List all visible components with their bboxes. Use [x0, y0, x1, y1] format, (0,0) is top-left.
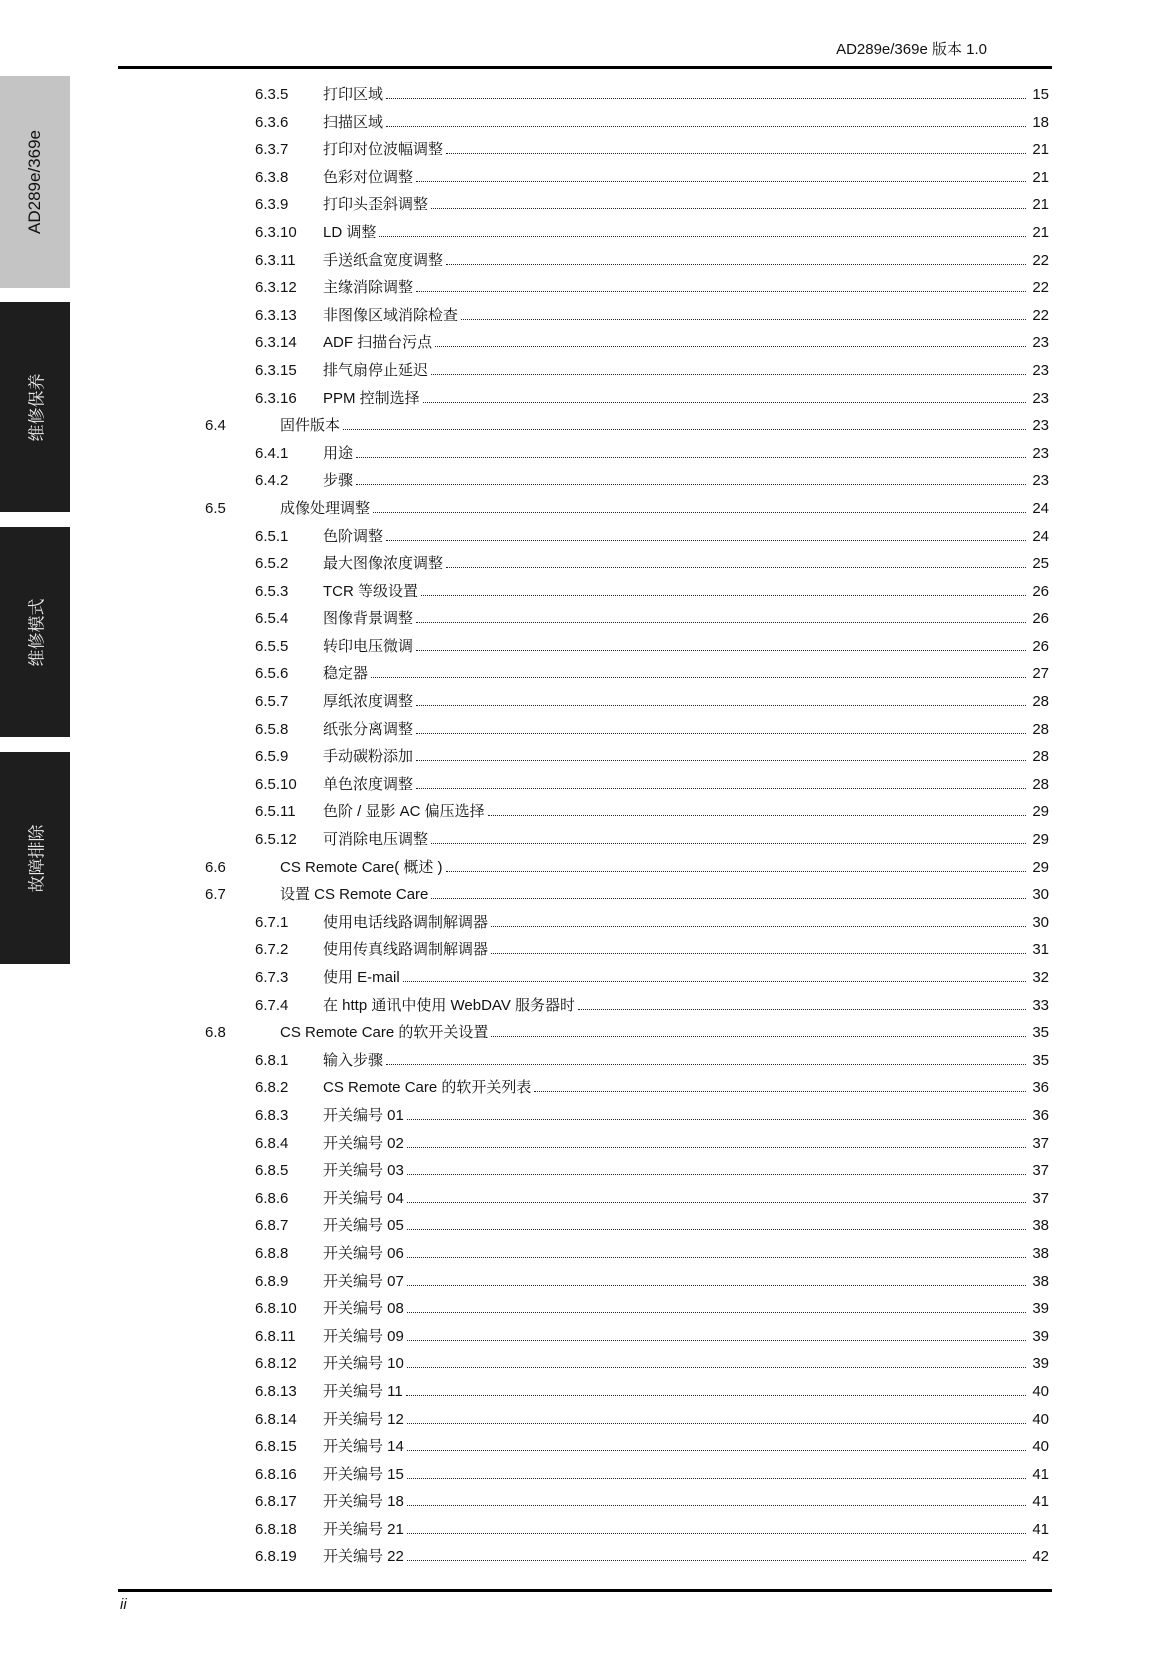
toc-entry-title: 图像背景调整 — [323, 610, 414, 628]
toc-entry-page: 23 — [1032, 417, 1049, 435]
toc-entry-title: 纸张分离调整 — [323, 720, 414, 738]
toc-entry-number: 6.3.7 — [255, 141, 289, 159]
toc-entry-page: 28 — [1032, 693, 1049, 711]
side-tab-service-mode[interactable] — [0, 527, 70, 737]
toc-entry-page: 30 — [1032, 886, 1049, 904]
toc-entry-number: 6.8.8 — [255, 1244, 289, 1262]
toc-entry[interactable] — [205, 688, 1049, 716]
toc-entry[interactable] — [205, 633, 1049, 661]
toc-dot-leader — [386, 98, 1026, 99]
footer-rule — [118, 1589, 1052, 1592]
toc-entry-number: 6.3.5 — [255, 86, 289, 103]
toc-entry-title: 打印头歪斜调整 — [323, 196, 429, 214]
toc-entry-number: 6.8.5 — [255, 1162, 289, 1180]
toc-entry-page: 29 — [1032, 858, 1049, 876]
toc-entry-number: 6.7.2 — [255, 941, 289, 959]
toc-dot-leader — [488, 815, 1026, 816]
toc-entry-page: 26 — [1032, 582, 1049, 600]
toc-entry-title: 转印电压微调 — [323, 637, 414, 655]
toc-dot-leader — [407, 1285, 1026, 1286]
toc-entry-title: ADF 扫描台污点 — [323, 334, 433, 352]
toc-entry-page: 36 — [1032, 1106, 1049, 1124]
toc-entry-page: 22 — [1032, 306, 1049, 324]
toc-entry-page: 23 — [1032, 361, 1049, 379]
toc-entry[interactable] — [205, 1074, 1049, 1102]
toc-dot-leader — [578, 1009, 1026, 1010]
toc-entry[interactable] — [205, 302, 1049, 330]
toc-entry[interactable] — [205, 1433, 1049, 1461]
toc-dot-leader — [431, 898, 1026, 899]
toc-entry-number: 6.5 — [205, 499, 226, 517]
toc-entry-title: CS Remote Care( 概述 ) — [280, 858, 443, 876]
toc-entry-title: 开关编号 01 — [323, 1106, 404, 1124]
toc-entry-title: 最大图像浓度调整 — [323, 555, 444, 573]
toc-entry-number: 6.8.7 — [255, 1217, 289, 1235]
toc-entry-page: 31 — [1032, 941, 1049, 959]
toc-entry-page: 23 — [1032, 389, 1049, 407]
toc-entry-title: TCR 等级设置 — [323, 582, 418, 600]
side-tab-model[interactable] — [0, 76, 70, 288]
toc-dot-leader — [407, 1340, 1026, 1341]
toc-entry-title: CS Remote Care 的软开关列表 — [323, 1079, 532, 1097]
toc-entry-title: 打印对位波幅调整 — [323, 141, 444, 159]
toc-entry-page: 32 — [1032, 969, 1049, 986]
toc-entry-title: 开关编号 04 — [323, 1189, 404, 1207]
toc-dot-leader — [371, 677, 1026, 678]
toc-entry-title: 使用电话线路调制解调器 — [323, 913, 489, 931]
toc-entry[interactable] — [205, 1240, 1049, 1268]
toc-entry-page: 35 — [1032, 1024, 1049, 1042]
toc-entry-title: 手动碳粉添加 — [323, 748, 414, 766]
toc-entry-number: 6.8.6 — [255, 1189, 289, 1207]
header-title: AD289e/369e 版本 1.0 — [836, 41, 987, 58]
toc-entry-page: 29 — [1032, 803, 1049, 821]
toc-entry-number: 6.4 — [205, 417, 226, 435]
toc-entry-number: 6.3.14 — [255, 334, 297, 352]
toc-entry-page: 35 — [1032, 1051, 1049, 1069]
toc-dot-leader — [435, 346, 1026, 347]
toc-dot-leader — [461, 319, 1026, 320]
toc-entry-number: 6.8 — [205, 1024, 226, 1042]
toc-entry-number: 6.5.6 — [255, 665, 289, 683]
toc-dot-leader — [403, 981, 1026, 982]
toc-entry-title: 开关编号 03 — [323, 1162, 404, 1180]
toc-entry[interactable] — [205, 1295, 1049, 1323]
toc-entry-title: 成像处理调整 — [280, 499, 371, 517]
toc-entry-title: 稳定器 — [323, 665, 369, 683]
toc-entry-number: 6.8.17 — [255, 1493, 297, 1511]
toc-entry-page: 39 — [1032, 1300, 1049, 1318]
toc-entry[interactable] — [205, 881, 1049, 909]
toc-entry[interactable] — [205, 909, 1049, 937]
toc-entry[interactable] — [205, 81, 1049, 109]
toc-entry[interactable] — [205, 219, 1049, 247]
toc-dot-leader — [379, 236, 1026, 237]
toc-entry-page: 38 — [1032, 1244, 1049, 1262]
toc-entry[interactable] — [205, 716, 1049, 744]
toc-entry-page: 21 — [1032, 196, 1049, 214]
toc-entry[interactable] — [205, 1185, 1049, 1213]
toc-entry[interactable] — [205, 936, 1049, 964]
toc-entry-number: 6.5.10 — [255, 775, 297, 793]
toc-entry-number: 6.5.3 — [255, 582, 289, 600]
toc-entry-number: 6.3.10 — [255, 223, 297, 241]
toc-entry[interactable] — [205, 550, 1049, 578]
toc-entry[interactable] — [205, 164, 1049, 192]
toc-entry[interactable] — [205, 1130, 1049, 1158]
toc-entry-page: 15 — [1032, 86, 1049, 103]
toc-entry-number: 6.3.11 — [255, 251, 296, 269]
toc-entry-page: 22 — [1032, 251, 1049, 269]
toc-dot-leader — [423, 402, 1026, 403]
toc-dot-leader — [407, 1450, 1026, 1451]
toc-entry-page: 24 — [1032, 499, 1049, 517]
toc-entry-title: 固件版本 — [280, 417, 341, 435]
toc-dot-leader — [446, 264, 1026, 265]
toc-dot-leader — [416, 760, 1026, 761]
toc-entry-page: 29 — [1032, 831, 1049, 849]
toc-entry-number: 6.8.10 — [255, 1300, 297, 1318]
toc-entry-number: 6.8.4 — [255, 1134, 289, 1152]
toc-entry-number: 6.8.11 — [255, 1327, 296, 1345]
toc-entry-page: 33 — [1032, 996, 1049, 1014]
toc-entry-title: 打印区域 — [323, 86, 384, 103]
toc-entry-page: 26 — [1032, 610, 1049, 628]
toc-entry-page: 21 — [1032, 168, 1049, 186]
toc-entry-title: 开关编号 18 — [323, 1493, 404, 1511]
toc-entry[interactable] — [205, 523, 1049, 551]
toc-dot-leader — [407, 1147, 1026, 1148]
toc-dot-leader — [407, 1119, 1026, 1120]
toc-dot-leader — [416, 291, 1026, 292]
toc-entry-title: 开关编号 07 — [323, 1272, 404, 1290]
toc-entry-title: 步骤 — [323, 472, 354, 490]
toc-dot-leader — [446, 153, 1026, 154]
toc-entry-number: 6.7 — [205, 886, 226, 904]
toc-entry-title: 开关编号 11 — [323, 1382, 403, 1400]
toc-dot-leader — [407, 1202, 1026, 1203]
toc-entry-number: 6.3.12 — [255, 279, 297, 297]
toc-entry-number: 6.8.9 — [255, 1272, 289, 1290]
toc-entry[interactable] — [205, 247, 1049, 275]
toc-entry-title: 开关编号 12 — [323, 1410, 404, 1428]
toc-entry-number: 6.8.13 — [255, 1382, 297, 1400]
toc-entry-number: 6.5.2 — [255, 555, 289, 573]
toc-entry-number: 6.8.3 — [255, 1106, 289, 1124]
toc-dot-leader — [407, 1505, 1026, 1506]
toc-entry-number: 6.3.8 — [255, 168, 289, 186]
toc-dot-leader — [416, 650, 1026, 651]
toc-entry[interactable] — [205, 1102, 1049, 1130]
toc-entry-page: 25 — [1032, 555, 1049, 573]
toc-entry[interactable] — [205, 1350, 1049, 1378]
toc-entry-number: 6.8.19 — [255, 1548, 297, 1566]
toc-entry-number: 6.7.3 — [255, 969, 289, 986]
toc-entry-page: 21 — [1032, 141, 1049, 159]
toc-entry-number: 6.3.9 — [255, 196, 289, 214]
toc-dot-leader — [446, 567, 1026, 568]
toc-dot-leader — [407, 1533, 1026, 1534]
toc-entry-title: 扫描区域 — [323, 113, 384, 131]
toc-entry-page: 23 — [1032, 472, 1049, 490]
toc-entry-page: 27 — [1032, 665, 1049, 683]
side-tab-troubleshooting-label: 故障排除 — [27, 824, 47, 892]
toc-entry-page: 39 — [1032, 1355, 1049, 1373]
toc-entry-page: 22 — [1032, 279, 1049, 297]
toc-entry-title: 开关编号 22 — [323, 1548, 404, 1566]
toc-entry-title: 开关编号 06 — [323, 1244, 404, 1262]
toc-dot-leader — [416, 622, 1026, 623]
side-tab-troubleshooting[interactable] — [0, 752, 70, 964]
toc-entry[interactable] — [205, 1488, 1049, 1516]
toc-entry-title: CS Remote Care 的软开关设置 — [280, 1024, 489, 1042]
toc-entry[interactable] — [205, 1378, 1049, 1406]
toc-entry[interactable] — [205, 578, 1049, 606]
toc-entry-title: 开关编号 15 — [323, 1465, 404, 1483]
toc-entry[interactable] — [205, 660, 1049, 688]
side-tab-service-mode-label: 维修模式 — [27, 598, 47, 666]
toc-dot-leader — [407, 1423, 1026, 1424]
toc-entry-title: 色彩对位调整 — [323, 168, 414, 186]
toc-entry-title: 输入步骤 — [323, 1051, 384, 1069]
toc-entry-title: 开关编号 21 — [323, 1520, 404, 1538]
toc-dot-leader — [407, 1229, 1026, 1230]
toc-entry[interactable] — [205, 1323, 1049, 1351]
toc-entry[interactable] — [205, 1461, 1049, 1489]
toc-entry-number: 6.8.2 — [255, 1079, 289, 1097]
toc-entry-number: 6.5.5 — [255, 637, 289, 655]
toc-dot-leader — [356, 457, 1026, 458]
toc-entry-title: 设置 CS Remote Care — [280, 886, 429, 904]
toc-entry-page: 28 — [1032, 748, 1049, 766]
toc-entry-number: 6.5.9 — [255, 748, 289, 766]
toc-dot-leader — [416, 788, 1026, 789]
toc-entry[interactable] — [205, 136, 1049, 164]
toc-entry-number: 6.8.15 — [255, 1438, 297, 1456]
toc-entry[interactable] — [205, 385, 1049, 413]
toc-entry[interactable] — [205, 440, 1049, 468]
toc-entry-title: 使用传真线路调制解调器 — [323, 941, 489, 959]
side-tab-maintenance[interactable] — [0, 302, 70, 512]
toc-entry-title: 色阶 / 显影 AC 偏压选择 — [323, 803, 485, 821]
toc-dot-leader — [407, 1257, 1026, 1258]
toc-entry-page: 38 — [1032, 1272, 1049, 1290]
toc-entry-title: 可消除电压调整 — [323, 831, 429, 849]
toc-entry[interactable] — [205, 854, 1049, 882]
toc-entry-number: 6.8.16 — [255, 1465, 297, 1483]
toc-entry[interactable] — [205, 329, 1049, 357]
toc-entry-page: 41 — [1032, 1493, 1049, 1511]
page-number: ii — [120, 1596, 127, 1613]
toc-entry-page: 41 — [1032, 1465, 1049, 1483]
toc-entry-number: 6.8.18 — [255, 1520, 297, 1538]
toc-entry-number: 6.5.7 — [255, 693, 289, 711]
toc-entry-number: 6.7.4 — [255, 996, 289, 1014]
toc-entry-title: 开关编号 05 — [323, 1217, 404, 1235]
toc-entry-number: 6.3.6 — [255, 113, 289, 131]
toc-dot-leader — [534, 1091, 1026, 1092]
toc-entry-page: 39 — [1032, 1327, 1049, 1345]
toc-dot-leader — [373, 512, 1026, 513]
toc-dot-leader — [421, 595, 1026, 596]
toc-entry[interactable] — [205, 771, 1049, 799]
toc-entry-page: 30 — [1032, 913, 1049, 931]
toc-entry[interactable] — [205, 495, 1049, 523]
toc-dot-leader — [491, 1036, 1026, 1037]
toc-entry[interactable] — [205, 1019, 1049, 1047]
toc-entry-number: 6.7.1 — [255, 913, 289, 931]
toc-entry-title: 主缘消除调整 — [323, 279, 414, 297]
toc-entry-number: 6.5.11 — [255, 803, 296, 821]
toc-entry-number: 6.4.2 — [255, 472, 289, 490]
toc-entry-page: 40 — [1032, 1438, 1049, 1456]
toc-dot-leader — [491, 953, 1026, 954]
toc-entry-number: 6.5.4 — [255, 610, 289, 628]
toc-dot-leader — [356, 484, 1026, 485]
toc-entry-number: 6.3.16 — [255, 389, 297, 407]
toc-entry-number: 6.5.12 — [255, 831, 297, 849]
toc-entry-title: 开关编号 10 — [323, 1355, 404, 1373]
toc-entry-page: 41 — [1032, 1520, 1049, 1538]
toc-entry[interactable] — [205, 467, 1049, 495]
toc-dot-leader — [431, 374, 1026, 375]
toc-dot-leader — [416, 181, 1026, 182]
toc-entry[interactable] — [205, 1268, 1049, 1296]
toc-entry-page: 23 — [1032, 444, 1049, 462]
toc-entry-page: 28 — [1032, 720, 1049, 738]
toc-entry-page: 23 — [1032, 334, 1049, 352]
toc-entry-title: 开关编号 02 — [323, 1134, 404, 1152]
side-tab-maintenance-label: 维修保养 — [27, 373, 47, 441]
toc-entry-page: 36 — [1032, 1079, 1049, 1097]
toc-entry[interactable] — [205, 605, 1049, 633]
toc-entry[interactable] — [205, 412, 1049, 440]
toc-entry-number: 6.3.13 — [255, 306, 297, 324]
toc-dot-leader — [407, 1312, 1026, 1313]
toc-dot-leader — [416, 705, 1026, 706]
toc-entry-number: 6.8.12 — [255, 1355, 297, 1373]
toc-entry-title: 使用 E-mail — [323, 969, 400, 986]
toc-entry-title: 排气扇停止延迟 — [323, 361, 429, 379]
toc-entry-title: 用途 — [323, 444, 354, 462]
toc-entry[interactable] — [205, 1047, 1049, 1075]
toc-entry-title: 厚纸浓度调整 — [323, 693, 414, 711]
toc-dot-leader — [407, 1560, 1026, 1561]
toc-entry[interactable] — [205, 1212, 1049, 1240]
toc-entry-title: 开关编号 14 — [323, 1438, 404, 1456]
toc-entry-number: 6.5.8 — [255, 720, 289, 738]
toc-dot-leader — [386, 540, 1026, 541]
toc-entry-title: 非图像区域消除检查 — [323, 306, 459, 324]
toc-dot-leader — [446, 871, 1026, 872]
toc-dot-leader — [407, 1367, 1026, 1368]
toc-entry-title: 色阶调整 — [323, 527, 384, 545]
toc-entry[interactable] — [205, 1516, 1049, 1544]
toc-entry[interactable] — [205, 191, 1049, 219]
toc-entry-page: 18 — [1032, 113, 1049, 131]
toc-entry[interactable] — [205, 826, 1049, 854]
toc-dot-leader — [386, 126, 1026, 127]
toc-entry-number: 6.3.15 — [255, 361, 297, 379]
toc-entry-number: 6.6 — [205, 858, 226, 876]
toc-entry[interactable] — [205, 798, 1049, 826]
toc-entry-page: 37 — [1032, 1134, 1049, 1152]
toc-entry-page: 28 — [1032, 775, 1049, 793]
toc-entry[interactable] — [205, 1157, 1049, 1185]
toc-entry-number: 6.5.1 — [255, 527, 289, 545]
toc-entry[interactable] — [205, 1406, 1049, 1434]
toc-dot-leader — [416, 733, 1026, 734]
toc-entry-number: 6.8.14 — [255, 1410, 297, 1428]
toc-entry[interactable] — [205, 1543, 1049, 1571]
toc-entry-title: 在 http 通讯中使用 WebDAV 服务器时 — [323, 996, 575, 1014]
toc-dot-leader — [407, 1478, 1026, 1479]
toc-entry-page: 37 — [1032, 1162, 1049, 1180]
toc-entry-title: 单色浓度调整 — [323, 775, 414, 793]
toc-dot-leader — [386, 1064, 1026, 1065]
toc-entry-number: 6.4.1 — [255, 444, 289, 462]
toc-dot-leader — [406, 1395, 1026, 1396]
side-tab-model-label: AD289e/369e — [25, 130, 45, 234]
toc-entry-title: LD 调整 — [323, 223, 377, 241]
toc-dot-leader — [431, 208, 1026, 209]
toc-entry[interactable] — [205, 109, 1049, 137]
toc-entry[interactable] — [205, 274, 1049, 302]
toc-entry-title: PPM 控制选择 — [323, 389, 420, 407]
toc-entry-page: 42 — [1032, 1548, 1049, 1566]
toc-entry-title: 开关编号 08 — [323, 1300, 404, 1318]
toc-entry-page: 26 — [1032, 637, 1049, 655]
toc-entry-number: 6.8.1 — [255, 1051, 289, 1069]
toc-entry[interactable] — [205, 743, 1049, 771]
toc-entry-page: 38 — [1032, 1217, 1049, 1235]
toc-entry-page: 40 — [1032, 1382, 1049, 1400]
toc-entry-title: 开关编号 09 — [323, 1327, 404, 1345]
toc-entry-title: 手送纸盒宽度调整 — [323, 251, 444, 269]
toc-entry-page: 21 — [1032, 223, 1049, 241]
toc-entry[interactable] — [205, 964, 1049, 992]
toc-dot-leader — [491, 926, 1026, 927]
toc-entry-page: 40 — [1032, 1410, 1049, 1428]
toc-entry-page: 37 — [1032, 1189, 1049, 1207]
toc-dot-leader — [407, 1174, 1026, 1175]
toc-entry-page: 24 — [1032, 527, 1049, 545]
toc-entry[interactable] — [205, 992, 1049, 1020]
table-of-contents — [205, 81, 1049, 1571]
toc-entry[interactable] — [205, 357, 1049, 385]
toc-dot-leader — [431, 843, 1026, 844]
header-rule — [118, 66, 1052, 69]
toc-dot-leader — [343, 429, 1026, 430]
